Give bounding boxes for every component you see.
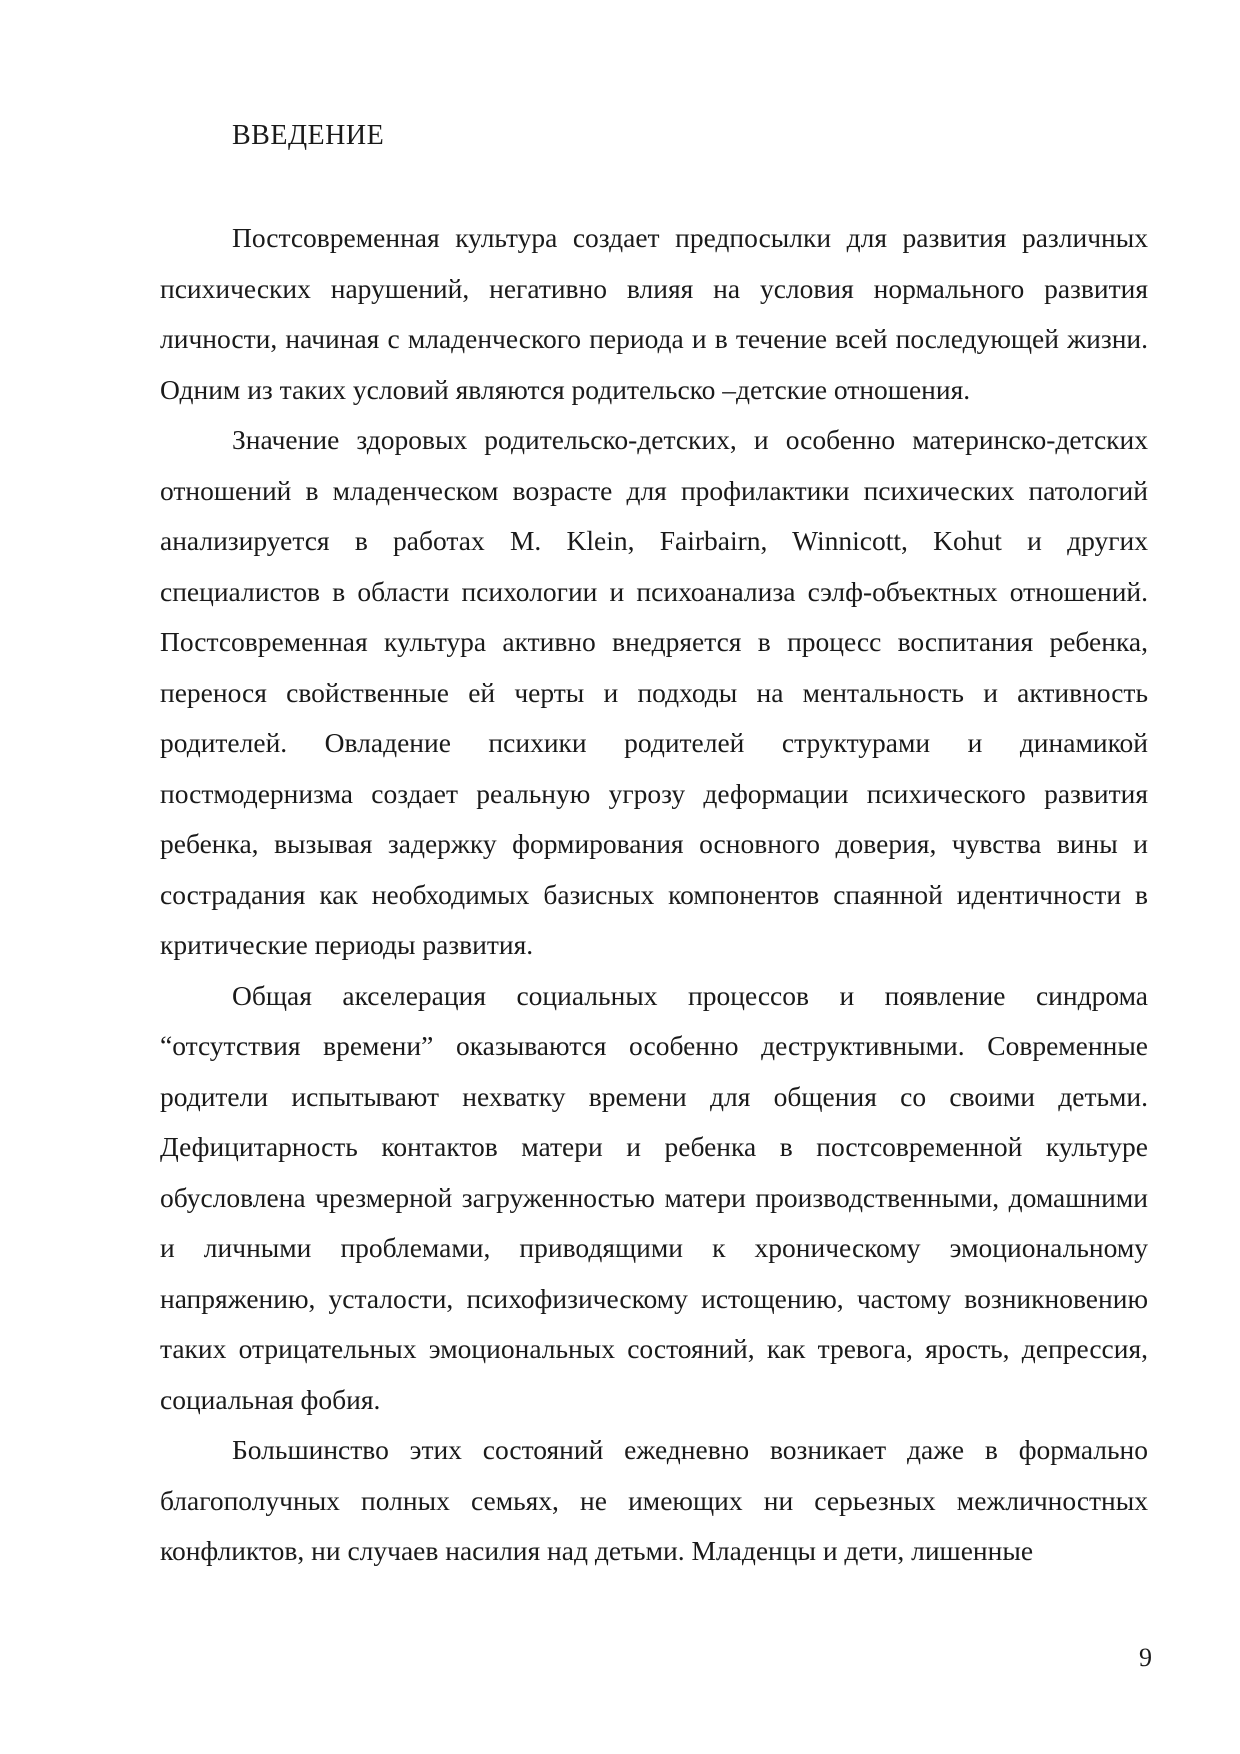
- paragraph: Общая акселерация социальных процессов и появление синдрома “отсутствия времени” оказываются особенно деструктивными. Современные родители испытывают нехватку времени для общения со своими детьми. Дефицитарность контактов матери и ребенка в постсовременной культуре обусловлена чрезмерной загруженностью матери производственными, домашними и личными проблемами, приводящими к хроническому эмоциональному напряжению, усталости, психофизическому истощению, частому возникновению таких отрицательных эмоциональных состояний, как тревога, ярость, депрессия, социальная фобия.: [160, 979, 1148, 1415]
- paragraph: Значение здоровых родительско-детских, и особенно материнско-детских отношений в младенческом возрасте для профилактики психических патологий анализируется в работах M. Klein, Fairbairn, Winnicott, Kohut и других специалистов в области психологии и психоанализа сэлф-объектных отношений. Постсовременная культура активно внедряется в процесс воспитания ребенка, перенося свойственные ей черты и подходы на ментальность и активность родителей. Овладение психики родителей структурами и динамикой постмодернизма создает реальную угрозу деформации психического развития ребенка, вызывая задержку формирования основного доверия, чувства вины и сострадания как необходимых базисных компонентов спаянной идентичности в критические периоды развития.: [160, 424, 1148, 960]
- paragraph: Большинство этих состояний ежедневно возникает даже в формально благополучных полных семьях, не имеющих ни серьезных межличностных конфликтов, ни случаев насилия над детьми. Младенцы и дети, лишенные: [160, 1434, 1148, 1566]
- page-number: 9: [1139, 1643, 1152, 1672]
- body-text: [160, 213, 1148, 1577]
- paragraph: Постсовременная культура создает предпосылки для развития различных психических нарушений, негативно влияя на условия нормального развития личности, начиная с младенческого периода и в течение всей последующей жизни. Одним из таких условий являются родительско –детские отношения.: [160, 222, 1148, 405]
- section-heading: ВВЕДЕНИЕ: [232, 120, 385, 151]
